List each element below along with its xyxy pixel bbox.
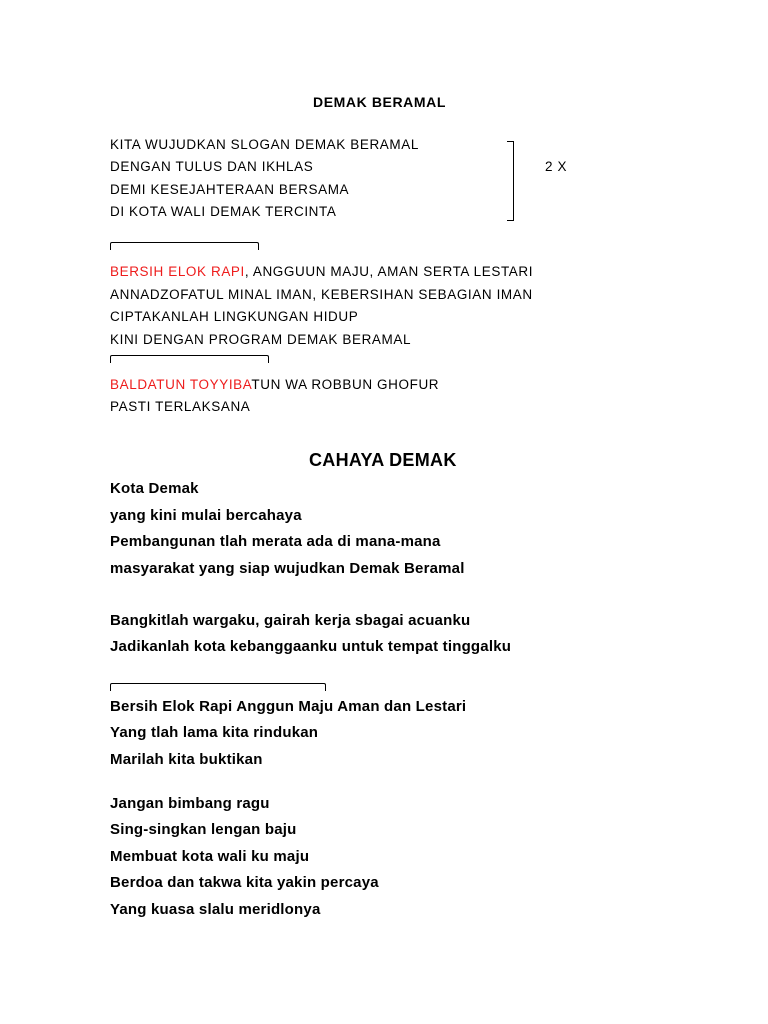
- song2-stanza1-line-1: Kota Demak: [110, 480, 199, 497]
- song2-chorus-bracket: [110, 683, 326, 691]
- song1-chorus-line-4: KINI DENGAN PROGRAM DEMAK BERAMAL: [110, 332, 412, 347]
- song1-chorus-line-1: [110, 264, 533, 280]
- song1-verse-line-2: DENGAN TULUS DAN IKHLAS: [110, 159, 314, 174]
- song2-stanza1-line-3: Pembangunan tlah merata ada di mana-mana: [110, 533, 441, 550]
- song1-chorus-line-3: CIPTAKANLAH LINGKUNGAN HIDUP: [110, 309, 359, 324]
- song2-stanza4-line-4: Berdoa dan takwa kita yakin percaya: [110, 874, 379, 891]
- song2-stanza2-line-1: Bangkitlah wargaku, gairah kerja sbagai acuanku: [110, 612, 471, 629]
- song1-verse-line-4: DI KOTA WALI DEMAK TERCINTA: [110, 204, 337, 219]
- repeat-mark: 2 X: [545, 159, 568, 174]
- highlight-bersih-elok-rapi: BERSIH ELOK RAPI: [110, 264, 245, 279]
- song2-stanza4-line-1: Jangan bimbang ragu: [110, 795, 270, 812]
- song2-stanza2-line-2: Jadikanlah kota kebanggaanku untuk tempat tinggalku: [110, 638, 512, 655]
- song1-title: DEMAK BERAMAL: [313, 94, 447, 110]
- song2-stanza4-line-2: Sing-singkan lengan baju: [110, 821, 297, 838]
- ending-line-1-rest: TUN WA ROBBUN GHOFUR: [251, 377, 440, 392]
- song2-title: CAHAYA DEMAK: [309, 450, 457, 470]
- repeat-bracket: [507, 141, 514, 221]
- song2-stanza3-line-3: Marilah kita buktikan: [110, 751, 263, 768]
- chorus-line-1-rest: , ANGGUUN MAJU, AMAN SERTA LESTARI: [244, 264, 534, 279]
- highlight-baldatun-toyyiba: BALDATUN TOYYIBA: [110, 377, 252, 392]
- song1-verse-line-1: KITA WUJUDKAN SLOGAN DEMAK BERAMAL: [110, 137, 419, 152]
- song2-stanza3-line-2: Yang tlah lama kita rindukan: [110, 724, 319, 741]
- song1-ending-line-1: [110, 377, 439, 393]
- song2-stanza4-line-5: Yang kuasa slalu meridlonya: [110, 901, 321, 918]
- song1-verse-line-3: DEMI KESEJAHTERAAN BERSAMA: [110, 182, 350, 197]
- chorus-bracket: [110, 242, 259, 250]
- ending-bracket: [110, 355, 269, 363]
- song2-stanza4-line-3: Membuat kota wali ku maju: [110, 848, 310, 865]
- song2-stanza3-line-1: Bersih Elok Rapi Anggun Maju Aman dan Lestari: [110, 698, 467, 715]
- song2-stanza1-line-2: yang kini mulai bercahaya: [110, 507, 302, 524]
- song1-ending-line-2: PASTI TERLAKSANA: [110, 399, 251, 414]
- song1-chorus-line-2: ANNADZOFATUL MINAL IMAN, KEBERSIHAN SEBAGIAN IMAN: [110, 287, 533, 302]
- song2-stanza1-line-4: masyarakat yang siap wujudkan Demak Beramal: [110, 560, 465, 577]
